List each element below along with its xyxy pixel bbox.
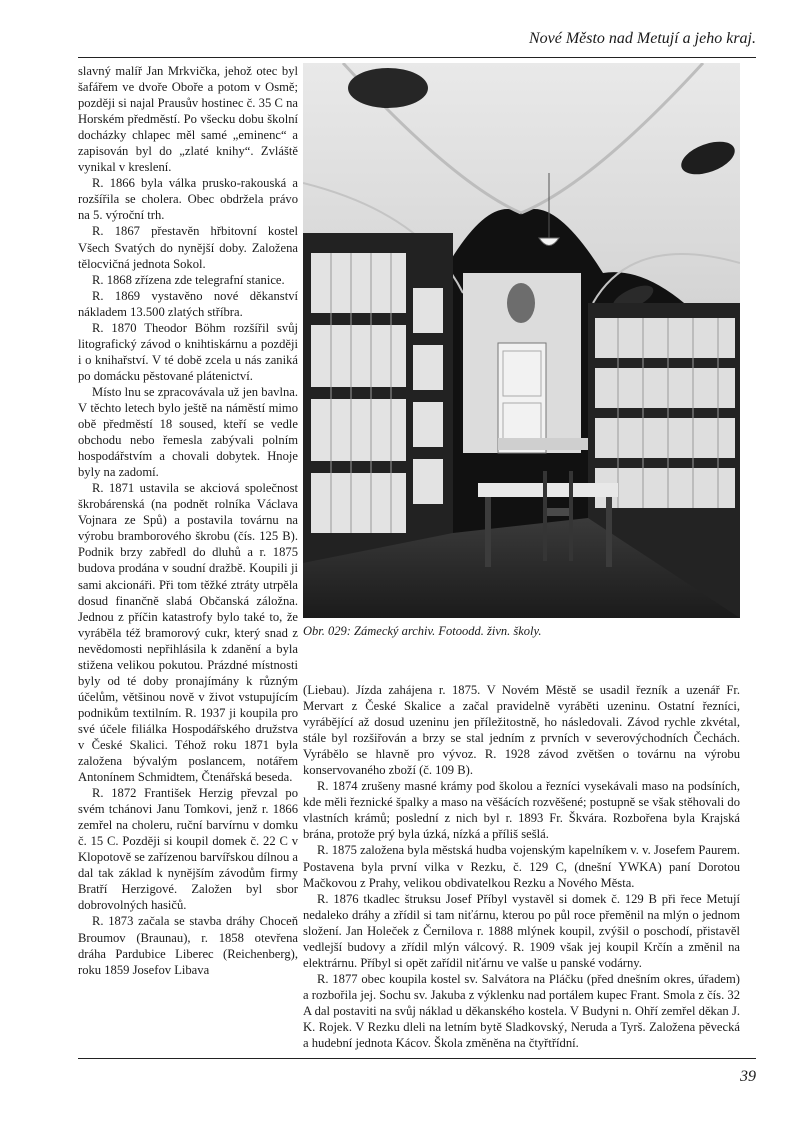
paragraph: R. 1871 ustavila se akciová společnost škrobárenská (na podnět rolníka Václava Vojnara ze Spů) a postavila továrnu na výrobu bramborového škrobu (čís. 125 B). Podnik brzy zabředl do dluhů a r. 1875 budova prodána v soudní dražbě. Koupili ji sami akcionáři. Při tom těžké ztráty utrpěla dosud finančně slabá Občanská záložna. Jednou z příčin katastrofy bylo také to, že vyráběla též bramorový cukr, který snad z nevědomosti nepřihlásila k zdanění a byla stižena velikou pokutou. Prázdné místnosti byly od té doby pronajímány k různým účelům, většinou nově v život vstupujícím podnikům textilním. R. 1937 ji koupila pro své účele filiálka Hospodářského družstva v České Skalici. Téhož roku 1871 byla založena bývalým poslancem, notářem Antonínem Schmidtem, Čtenářská beseda. [78, 481, 298, 785]
archive-photograph [303, 63, 740, 618]
right-text-column [303, 682, 740, 1051]
paragraph: R. 1870 Theodor Böhm rozšířil svůj litografický závod o knihtiskárnu a později i o knihařství. V té době zcela u nás zaniká po domácku pěstované plátenictví. [78, 320, 298, 383]
paragraph: R. 1877 obec koupila kostel sv. Salvátora na Pláčku (před dnešním okres, úřadem) a rozbořila jej. Sochu sv. Jakuba z výklenku nad portálem kupec Frant. Smola z čís. 32 A dal postaviti na svůj náklad u děkanského kostela. V Budyni n. Ohří zemřel děkan J. K. Rojek. V Rezku dleli na letním bytě Sladkovský, Neruda a Tyrš. Založena pěvecká a hudební jednota Kácov. Škola změněna na čtyřtřídní. [303, 971, 740, 1051]
archive-photograph-illustration [303, 63, 740, 618]
paragraph: R. 1874 zrušeny masné krámy pod školou a řezníci vysekávali maso na podsíních, kde měli řeznické špalky a maso na věšácích rozvěšené; postupně se však stěhovali do vlastních krámů; poslední z nich byl r. 1893 Fr. Škvára. Rozbořena byla Krajská brána, protože prý byla úzká, nízká a příliš sešlá. [303, 779, 740, 842]
page-number: 39 [740, 1068, 756, 1085]
paragraph: R. 1866 byla válka prusko-rakouská a rozšířila se cholera. Obec obdržela právo na 5. výroční trh. [78, 176, 298, 223]
paragraph: slavný malíř Jan Mrkvička, jehož otec byl šafářem ve dvoře Oboře a potom v Osmě; později si najal Prausův hostinec č. 35 C na Horském předměstí. Po všecku dobu školní docházky chlapec měl samé „eminenc“ a zapisován byl do „zlaté knihy“. Zvláště vynikal v kreslení. [78, 64, 298, 175]
paragraph: R. 1876 tkadlec štruksu Josef Příbyl vystavěl si domek č. 129 B při řece Metují nedaleko dráhy a zřídil si tam niťárnu, kterou po půl roce přeměnil na mlýn o jednom složení. Jan Holeček z Černilova r. 1888 mlýnek koupil, zvýšil o poschodí, přistavěl vedlejší budovy a zřídil mlýn válcový. R. 1909 však jej koupil Krčín a změnil na elektrárnu. Příbyl si opět zařídil niťárnu ve valše u panské vodárny. [303, 891, 740, 970]
figure-caption: Obr. 029: Zámecký archiv. Fotoodd. živn. školy. [303, 624, 542, 638]
paragraph: (Liebau). Jízda zahájena r. 1875. V Novém Městě se usadil řezník a uzenář Fr. Mervart z České Skalice a začal pravidelně vyráběti uzeninu. Ostatní řezníci, vyrábějící až dosud uzeninu jen příležitostně, ho následovali. Závod rychle zkvétal, stále byl rozšiřován a brzy se stal jedním z prvních v severovýchodních Čechách. Vyrábělo se hlavně pro vývoz. R. 1928 závod zvětšen o továrnu na výrobu konservovaného zboží (č. 109 B). [303, 683, 740, 778]
paragraph: R. 1869 vystavěno nové děkanství nákladem 13.500 zlatých stříbra. [78, 288, 298, 319]
paragraph: R. 1873 začala se stavba dráhy Choceň Broumov (Braunau), r. 1858 otevřena dráha Pardubice Liberec (Reichenberg), roku 1859 Josefov Libava [78, 914, 298, 977]
paragraph: R. 1868 zřízena zde telegrafní stanice. [92, 272, 285, 287]
running-header-title: Nové Město nad Metují a jeho kraj. [528, 30, 756, 47]
header-rule [78, 57, 756, 58]
paragraph: Místo lnu se zpracovávala už jen bavlna. V těchto letech bylo ještě na náměstí mimo obě předměstí 18 soused, kteří se vedle obchodu nebo řemesla zabývali polním hospodářstvím a chovali dobytek. Hnoje byly na zadomí. [78, 384, 298, 480]
paragraph: R. 1867 přestavěn hřbitovní kostel Všech Svatých do nynější doby. Založena tělocvičná jednota Sokol. [78, 224, 298, 271]
footer-rule [78, 1058, 756, 1059]
left-text-column [78, 63, 298, 978]
paragraph: R. 1875 založena byla městská hudba vojenským kapelníkem v. v. Josefem Paurem. Postavena byla první vilka v Rezku, č. 129 C, (dnešní YWKA) paní Dorotou Mačkovou z Prahy, velikou obdivatelkou Rezku a Nového Města. [303, 843, 740, 890]
paragraph: R. 1872 František Herzig převzal po svém tchánovi Janu Tomkovi, jenž r. 1866 zemřel na choleru, ruční barvírnu v domku č. 15 C. Později si koupil domek č. 22 C v Klopotově se zařízenou barvířskou dílnou a dal tak základ k nynějším závodům firmy Bratří Herzigové. Založen byl sbor dobrovolných hasičů. [78, 786, 298, 913]
